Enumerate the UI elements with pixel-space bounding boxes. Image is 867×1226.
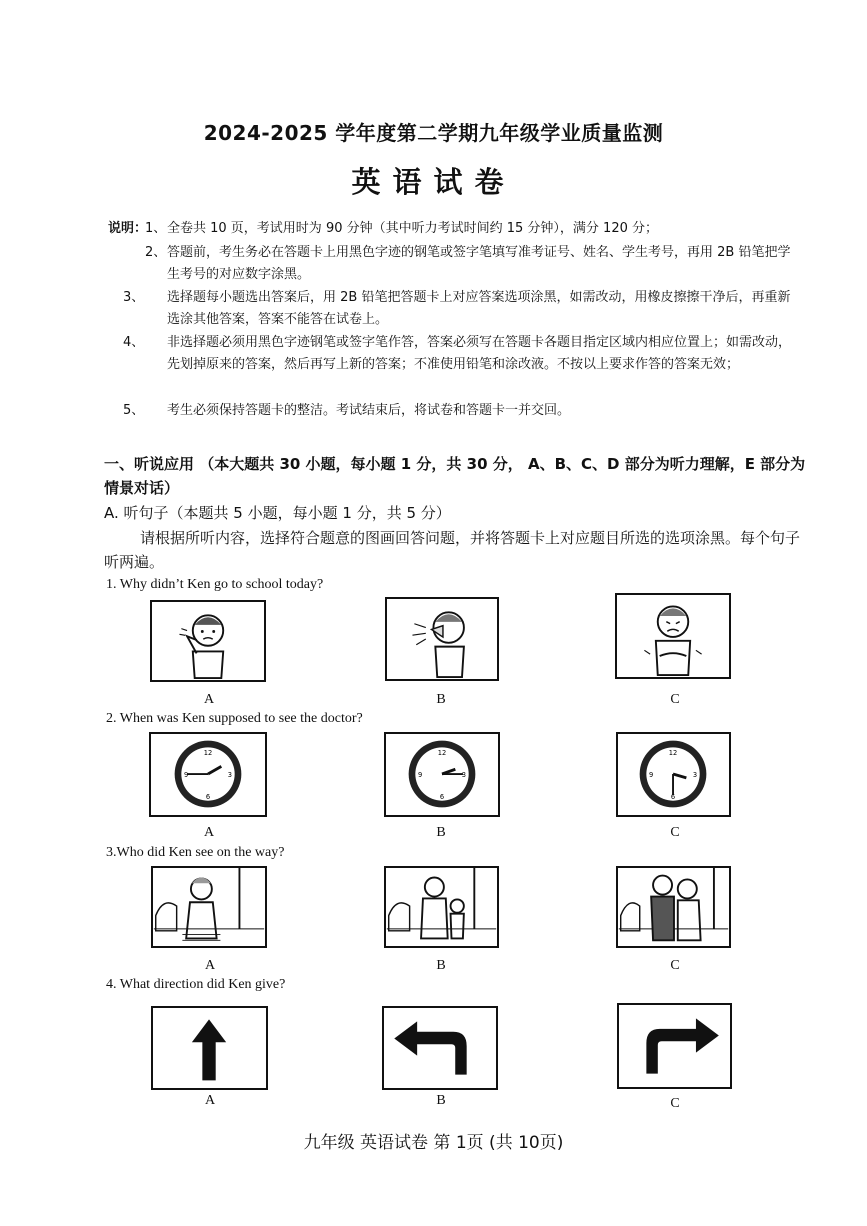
section-heading: 一、听说应用 （本大题共 30 小题，每小题 1 分，共 30 分， A、B、C、D 部分为听力理解，E 部分为情景对话）: [104, 455, 806, 497]
q3-option-b-label: B: [436, 958, 446, 973]
q3-option-b-picture[interactable]: [384, 866, 499, 948]
svg-text:9: 9: [648, 770, 654, 779]
q3-option-c-picture[interactable]: [616, 866, 731, 948]
note-text: 考生必须保持答题卡的整洁。考试结束后，将试卷和答题卡一并交回。: [167, 403, 571, 418]
note-item-4: [123, 332, 795, 376]
question-3: 3.Who did Ken see on the way?: [106, 845, 285, 860]
svg-text:3: 3: [461, 770, 467, 779]
question-1: 1. Why didn’t Ken go to school today?: [106, 577, 324, 592]
question-2: 2. When was Ken supposed to see the doctor?: [106, 711, 363, 726]
note-text: 全卷共 10 页，考试用时为 90 分钟（其中听力考试时间约 15 分钟），满分 120 分；: [167, 221, 658, 236]
note-item-5: [123, 400, 795, 422]
page-footer: 九年级 英语试卷 第 1页 (共 10页): [303, 1133, 564, 1153]
svg-text:3: 3: [692, 770, 698, 779]
note-number: 2、: [145, 245, 167, 260]
svg-text:12: 12: [203, 748, 213, 757]
q4-option-c-label: C: [670, 1096, 680, 1111]
exam-title: 2024-2025 学年度第二学期九年级学业质量监测: [203, 121, 664, 145]
clock-icon: [386, 734, 498, 815]
sore-throat-boy-icon: [152, 602, 264, 680]
note-item-3: [123, 287, 795, 331]
arrow-turn-right-icon: [619, 1005, 730, 1087]
arrow-up-icon: [153, 1008, 266, 1088]
q2-option-c-picture[interactable]: [616, 732, 731, 817]
q1-option-a-label: A: [203, 692, 215, 707]
q2-option-b-picture[interactable]: [384, 732, 500, 817]
exam-subject: 英语试卷: [351, 165, 516, 199]
q4-option-b-picture[interactable]: [382, 1006, 498, 1090]
q1-option-b-label: B: [436, 692, 446, 707]
q4-option-c-picture[interactable]: [617, 1003, 732, 1089]
svg-text:12: 12: [668, 748, 678, 757]
note-text: 非选择题必须用黑色字迹钢笔或签字笔作答，答案必须写在答题卡各题目指定区域内相应位置上；如需改动，先划掉原来的答案，然后再写上新的答案；不准使用铅笔和涂改液。不按以上要求作答的答案无效；: [167, 335, 792, 372]
note-text: 答题前，考生务必在答题卡上用黑色字迹的钢笔或签字笔填写准考证号、姓名、学生考号，再用 2B 铅笔把学生考号的对应数字涂黑。: [167, 245, 791, 282]
old-woman-icon: [153, 868, 265, 946]
q2-option-b-label: B: [436, 825, 446, 840]
q3-option-c-label: C: [670, 958, 680, 973]
q2-option-a-picture[interactable]: [149, 732, 267, 817]
note-number: 4、: [123, 335, 145, 350]
svg-text:12: 12: [437, 748, 447, 757]
part-a-title: A. 听句子（本题共 5 小题，每小题 1 分，共 5 分）: [104, 504, 451, 522]
svg-text:6: 6: [205, 792, 211, 801]
q3-option-a-label: A: [204, 958, 216, 973]
note-item-1: [145, 218, 795, 240]
q3-option-a-picture[interactable]: [151, 866, 267, 948]
q2-option-c-label: C: [670, 825, 680, 840]
svg-text:9: 9: [417, 770, 423, 779]
note-number: 5、: [123, 403, 145, 418]
q2-option-a-label: A: [203, 825, 215, 840]
question-4: 4. What direction did Ken give?: [106, 977, 286, 992]
q1-option-c-label: C: [670, 692, 680, 707]
clock-icon: [151, 734, 265, 815]
old-woman-and-child-icon: [386, 868, 497, 946]
note-number: 3、: [123, 290, 145, 305]
sneezing-boy-icon: [387, 599, 497, 679]
q1-option-b-picture[interactable]: [385, 597, 499, 681]
svg-text:6: 6: [439, 792, 445, 801]
q4-option-a-picture[interactable]: [151, 1006, 268, 1090]
stomachache-boy-icon: [617, 595, 729, 677]
part-a-instruction: 请根据所听内容，选择符合题意的图画回答问题，并将答题卡上对应题目所选的选项涂黑。每个句子听两遍。: [104, 529, 801, 571]
note-number: 1、: [145, 221, 167, 236]
svg-text:6: 6: [670, 792, 676, 801]
q4-option-a-label: A: [204, 1093, 216, 1108]
q4-option-b-label: B: [436, 1093, 446, 1108]
q1-option-a-picture[interactable]: [150, 600, 266, 682]
q1-option-c-picture[interactable]: [615, 593, 731, 679]
old-man-and-old-woman-icon: [618, 868, 729, 946]
svg-text:3: 3: [227, 770, 233, 779]
arrow-turn-left-icon: [384, 1008, 496, 1088]
note-item-2: [145, 242, 795, 286]
notes-label: 说明：: [108, 221, 148, 236]
clock-icon: [618, 734, 729, 815]
note-text: 选择题每小题选出答案后，用 2B 铅笔把答题卡上对应答案选项涂黑，如需改动，用橡皮擦擦干净后，再重新选涂其他答案，答案不能答在试卷上。: [167, 290, 791, 327]
svg-text:9: 9: [183, 770, 189, 779]
